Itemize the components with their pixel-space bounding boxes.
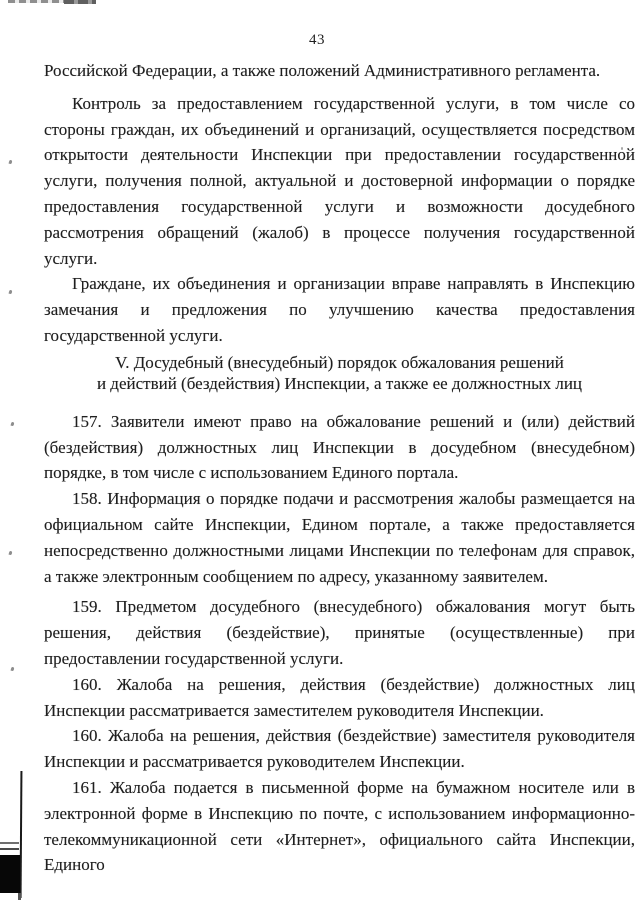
paragraph-158: 158. Информация о порядке подачи и рассмотрения жалобы размещается на официальном сайте Инспекции, Едином портале, а также предоставляется непосредственно должностными лицами Инспекции по телефонам для справок, а также электронным сообщением по адресу, указанному заявителем. — [44, 489, 635, 586]
scan-artifact-horizontal-line — [0, 842, 19, 844]
paragraph-160-first: 160. Жалоба на решения, действия (бездействие) должностных лиц Инспекции рассматривается заместителем руководителя Инспекции. — [44, 674, 635, 720]
scan-artifact-black-block-tail — [18, 893, 21, 900]
scan-artifact-top-dashes — [8, 0, 64, 3]
scan-speck — [9, 551, 13, 556]
paragraph-159: 159. Предметом досудебного (внесудебного) обжалования могут быть решения, действия (бездействие), принятые (осуществленные) при предоставлении государственной услуги. — [44, 597, 635, 668]
scan-artifact-top-dashes-dark — [64, 0, 96, 4]
paragraph-continuation: Российской Федерации, а также положений Административного регламента. — [44, 61, 601, 80]
paragraph-157: 157. Заявители имеют право на обжалование решений и (или) действий (бездействия) должностных лиц Инспекции в досудебном (внесудебном) порядке, в том числе с использованием Единого портала. — [44, 411, 635, 483]
document-body — [44, 58, 635, 878]
page-number: 43 — [309, 32, 325, 48]
paragraph-161: 161. Жалоба подается в письменной форме на бумажном носителе или в электронной форме в Инспекцию по почте, с использованием информационно-телекоммуникационной сети «Интернет», официального сайта Инспекции, Единого — [44, 777, 635, 875]
scan-speck — [11, 422, 15, 427]
scan-artifact-black-block — [0, 855, 20, 893]
section-heading-line1: V. Досудебный (внесудебный) порядок обжалования решений — [115, 352, 564, 372]
paragraph-control: Контроль за предоставлением государственной услуги, в том числе со стороны граждан, их объединений и организаций, осуществляется посредством открытости деятельности Инспекции при предоставлении государственной услуги, получения полной, актуальной и достоверной информации о порядке предоставления государственной услуги и возможности досудебного рассмотрения обращений (жалоб) в процессе получения государственной услуги. — [44, 93, 635, 268]
scan-speck — [9, 160, 13, 165]
section-heading-line2: и действий (бездействия) Инспекции, а также ее должностных лиц — [96, 374, 583, 394]
section-heading — [44, 352, 635, 395]
scan-speck — [11, 667, 15, 672]
paragraph-citizens: Граждане, их объединения и организации вправе направлять в Инспекцию замечания и предложения по улучшению качества предоставления государственной услуги. — [44, 274, 635, 345]
scan-speck — [9, 290, 13, 295]
paragraph-160-second: 160. Жалоба на решения, действия (бездействие) заместителя руководителя Инспекции и рассматривается руководителем Инспекции. — [44, 726, 635, 772]
scan-artifact-horizontal-line — [0, 848, 19, 850]
